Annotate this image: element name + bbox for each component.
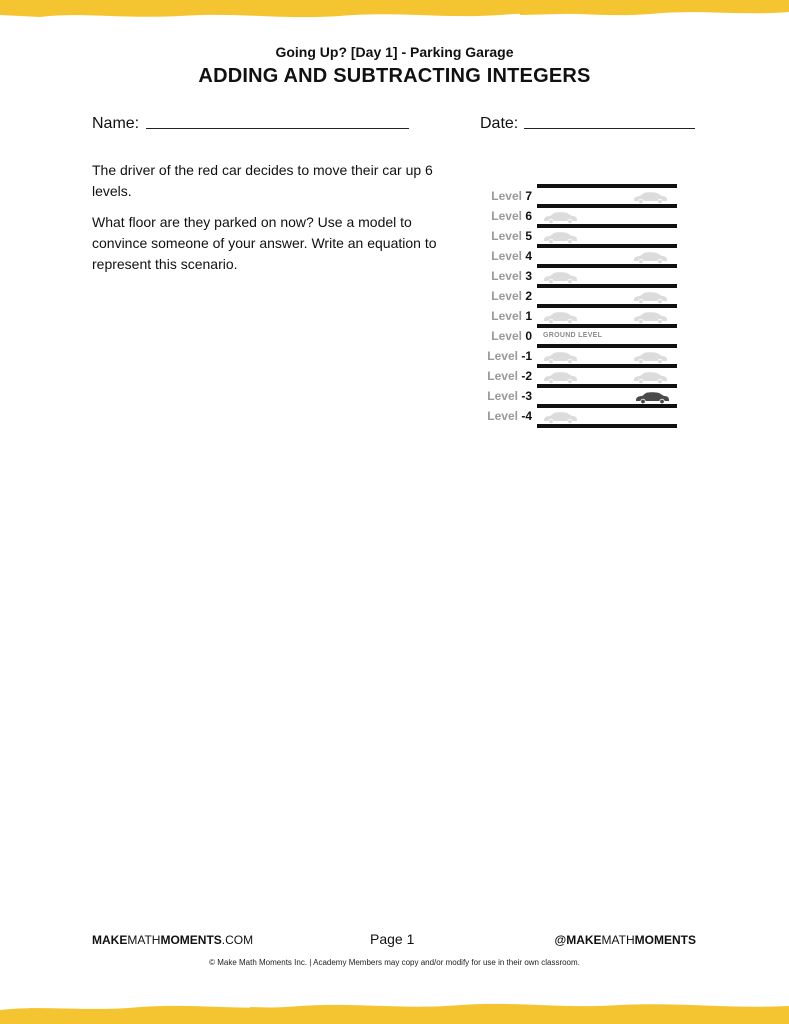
- top-brush-border: [0, 0, 789, 24]
- level-label: [487, 409, 532, 423]
- level-number: 2: [525, 289, 532, 303]
- level-label: [491, 269, 532, 283]
- level-label: [487, 349, 532, 363]
- ghost-car-icon: [542, 231, 578, 244]
- ghost-car-icon: [542, 211, 578, 224]
- ghost-car-icon: [632, 191, 668, 204]
- ghost-car-icon: [632, 311, 668, 324]
- brand-part-make: MAKE: [92, 933, 128, 947]
- level-number: 1: [525, 309, 532, 323]
- level-word: Level: [491, 309, 526, 323]
- handle-part-moments: MOMENTS: [634, 933, 696, 947]
- level-word: Level: [491, 229, 526, 243]
- level-label: [491, 329, 532, 343]
- copyright-notice: © Make Math Moments Inc. | Academy Members may copy and/or modify for use in their own classroom.: [209, 958, 580, 967]
- garage-floor-slab: [537, 284, 677, 288]
- footer-brand: [92, 933, 253, 947]
- level-number: 3: [525, 269, 532, 283]
- level-word: Level: [491, 269, 526, 283]
- level-word: Level: [491, 329, 526, 343]
- brand-part-math: MATH: [127, 933, 161, 947]
- garage-floor-slab: [537, 304, 677, 308]
- level-label: [487, 369, 532, 383]
- ghost-car-icon: [542, 311, 578, 324]
- level-number: -4: [521, 409, 532, 423]
- ghost-car-icon: [632, 291, 668, 304]
- level-label: [491, 229, 532, 243]
- level-label: [491, 249, 532, 263]
- name-label: Name:: [92, 115, 140, 132]
- level-label: [491, 309, 532, 323]
- name-line[interactable]: [146, 128, 409, 129]
- brand-part-moments: MOMENTS: [160, 933, 222, 947]
- level-label: [487, 389, 532, 403]
- garage-floor-slab: [537, 324, 677, 328]
- garage-floor-slab: [537, 404, 677, 408]
- garage-floor-slab: [537, 204, 677, 208]
- problem-paragraph-1: The driver of the red car decides to move their car up 6 levels.: [92, 162, 433, 199]
- worksheet-title: ADDING AND SUBTRACTING INTEGERS: [198, 65, 591, 87]
- level-word: Level: [491, 209, 526, 223]
- garage-floor-slab: [537, 244, 677, 248]
- ghost-car-icon: [542, 371, 578, 384]
- garage-floor-slab: [537, 224, 677, 228]
- handle-part-math: MATH: [601, 933, 635, 947]
- level-word: Level: [491, 249, 526, 263]
- level-word: Level: [491, 189, 526, 203]
- parking-garage-diagram: [480, 184, 680, 434]
- level-word: Level: [487, 389, 522, 403]
- level-number: 0: [525, 329, 532, 343]
- level-word: Level: [487, 369, 522, 383]
- page-number: Page 1: [370, 931, 415, 947]
- ghost-car-icon: [542, 411, 578, 424]
- garage-floor-slab: [537, 424, 677, 428]
- handle-part-make: MAKE: [566, 933, 602, 947]
- level-word: Level: [487, 409, 522, 423]
- level-word: Level: [487, 349, 522, 363]
- ground-level-label: GROUND LEVEL: [543, 332, 603, 339]
- ghost-car-icon: [632, 371, 668, 384]
- level-word: Level: [491, 289, 526, 303]
- garage-floor-slab: [537, 184, 677, 188]
- level-number: 4: [525, 249, 532, 263]
- level-label: [491, 209, 532, 223]
- level-number: 5: [525, 229, 532, 243]
- red-car-icon: [634, 391, 670, 404]
- level-label: [491, 289, 532, 303]
- date-label: Date:: [480, 115, 519, 132]
- ghost-car-icon: [542, 271, 578, 284]
- problem-paragraph-2: What floor are they parked on now? Use a model to convince someone of your answer. Write an equation to represent this scenario.: [92, 214, 437, 272]
- date-line[interactable]: [524, 128, 695, 129]
- bottom-brush-border: [0, 1000, 789, 1024]
- garage-floor-slab: [537, 364, 677, 368]
- brand-part-suffix: .COM: [221, 933, 254, 947]
- garage-floor-slab: [537, 384, 677, 388]
- footer-handle: [555, 933, 697, 947]
- handle-part-at: @: [554, 933, 567, 947]
- ghost-car-icon: [542, 351, 578, 364]
- level-label: [491, 189, 532, 203]
- level-number: 6: [525, 209, 532, 223]
- level-number: -2: [521, 369, 532, 383]
- garage-floor-slab: [537, 344, 677, 348]
- garage-floor-slab: [537, 264, 677, 268]
- level-number: 7: [525, 189, 532, 203]
- level-number: -1: [521, 349, 532, 363]
- level-number: -3: [521, 389, 532, 403]
- ghost-car-icon: [632, 351, 668, 364]
- ghost-car-icon: [632, 251, 668, 264]
- worksheet-subtitle: Going Up? [Day 1] - Parking Garage: [275, 44, 514, 60]
